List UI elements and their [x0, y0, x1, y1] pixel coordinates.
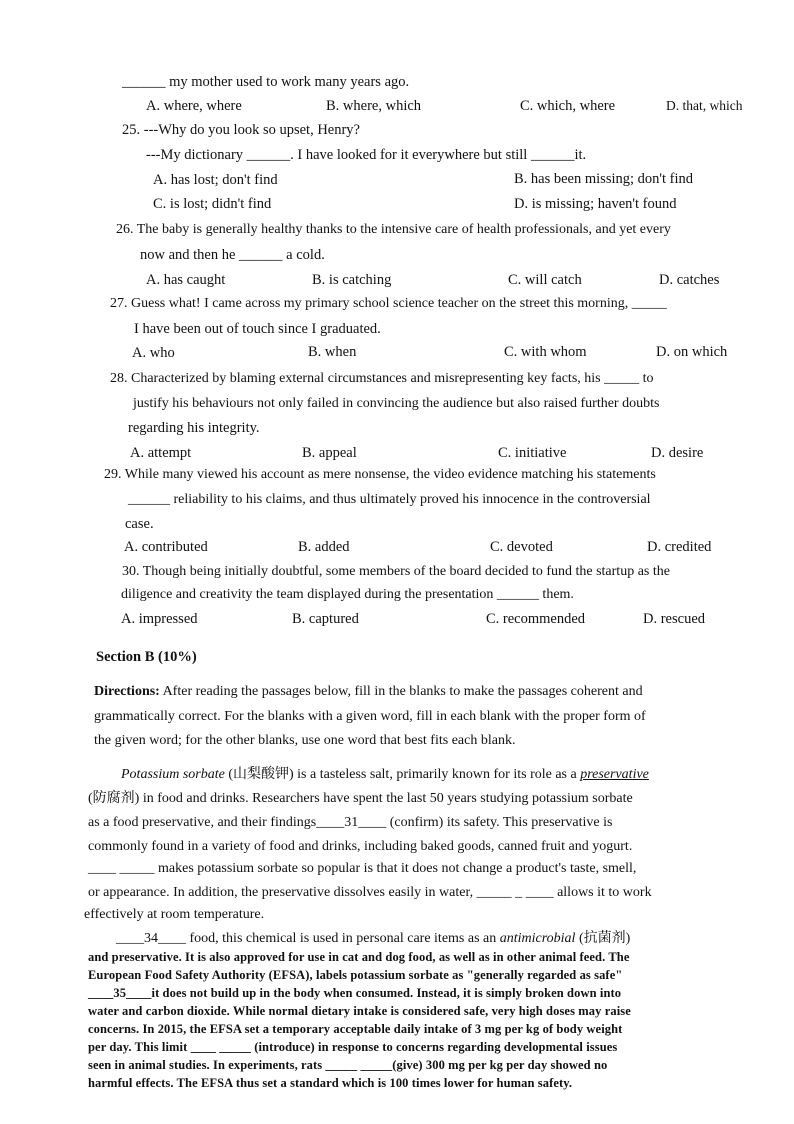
q26-line1: 26. The baby is generally healthy thanks to the intensive care of health professionals, and yet every: [116, 222, 671, 237]
q27-option-a: A. who: [132, 345, 175, 361]
passage-p2-line4: ____35____it does not build up in the body when consumed. Instead, it is simply broken down into: [88, 986, 622, 1000]
q27-line2: I have been out of touch since I graduated.: [134, 321, 381, 337]
q26-option-b: B. is catching: [312, 272, 392, 288]
passage-p2-line2: and preservative. It is also approved for use in cat and dog food, as well as in other animal feed. The: [88, 950, 630, 964]
passage-p2-line8: seen in animal studies. In experiments, rats _____ _____(give) 300 mg per kg per day showed no: [88, 1058, 608, 1072]
q30-line1: 30. Though being initially doubtful, some members of the board decided to fund the startup as the: [122, 564, 670, 579]
passage-p1-line4: commonly found in a variety of food and drinks, including baked goods, canned fruit and yogurt.: [88, 839, 633, 854]
passage-p2-line1-b: (抗菌剂): [575, 931, 631, 946]
q25-option-c: C. is lost; didn't find: [153, 196, 272, 212]
q29-option-d: D. credited: [647, 539, 712, 555]
q30-option-d: D. rescued: [643, 611, 706, 627]
passage-p1-line3: as a food preservative, and their findings____31____ (confirm) its safety. This preservative is: [88, 815, 613, 830]
q30-option-a: A. impressed: [121, 611, 198, 627]
passage-p1-line1-text: (山梨酸钾) is a tasteless salt, primarily known for its role as a: [224, 767, 581, 782]
directions-line3: the given word; for the other blanks, use one word that best fits each blank.: [94, 733, 516, 748]
q24-option-d: D. that, which: [666, 98, 743, 113]
q28-option-a: A. attempt: [130, 445, 192, 461]
q24-option-a: A. where, where: [146, 98, 242, 114]
directions-text: After reading the passages below, fill in the blanks to make the passages coherent and: [159, 684, 643, 699]
term-preservative: preservative: [580, 767, 649, 782]
q24-stem: ______ my mother used to work many years ago.: [122, 74, 410, 90]
passage-p2-line7: per day. This limit ____ _____ (introduce) in response to concerns regarding developmental issues: [88, 1040, 618, 1054]
passage-p2-line5: water and carbon dioxide. While normal dietary intake is considered safe, very high doses may raise: [88, 1004, 631, 1018]
q29-option-a: A. contributed: [124, 539, 208, 555]
passage-p2-line1: [116, 930, 630, 948]
q28-line3: regarding his integrity.: [128, 420, 260, 436]
passage-p2-line6: concerns. In 2015, the EFSA set a temporary acceptable daily intake of 3 mg per kg of body weight: [88, 1022, 623, 1036]
q25-option-a: A. has lost; don't find: [153, 172, 278, 188]
q25-option-d: D. is missing; haven't found: [514, 196, 677, 212]
q30-option-b: B. captured: [292, 611, 359, 627]
q27-option-c: C. with whom: [504, 344, 587, 360]
q26-option-a: A. has caught: [146, 272, 226, 288]
q30-line2: diligence and creativity the team displayed during the presentation ______ them.: [121, 587, 574, 602]
passage-p1-line1: [121, 766, 649, 784]
q27-option-b: B. when: [308, 344, 357, 360]
directions-line1: [94, 683, 643, 701]
q28-line1: 28. Characterized by blaming external circumstances and misrepresenting key facts, his _____ to: [110, 371, 654, 386]
q28-line2: justify his behaviours not only failed in convincing the audience but also raised further doubts: [133, 396, 660, 411]
q24-option-c: C. which, where: [520, 98, 616, 114]
q25-line1: 25. ---Why do you look so upset, Henry?: [122, 122, 360, 138]
q27-line1: 27. Guess what! I came across my primary school science teacher on the street this morning, _____: [110, 296, 667, 311]
q26-line2: now and then he ______ a cold.: [140, 247, 325, 263]
q26-option-d: D. catches: [659, 272, 720, 288]
passage-p1-line6: or appearance. In addition, the preservative dissolves easily in water, _____ _ ____ allows it to work: [88, 885, 652, 900]
q25-option-b: B. has been missing; don't find: [514, 171, 694, 187]
passage-p1-line7: effectively at room temperature.: [84, 907, 265, 922]
q29-line1: 29. While many viewed his account as mere nonsense, the video evidence matching his statements: [104, 467, 656, 482]
passage-p1-line2: (防腐剂) in food and drinks. Researchers have spent the last 50 years studying potassium sorbate: [88, 791, 633, 806]
q29-line3: case.: [125, 516, 154, 532]
passage-p2-line3: European Food Safety Authority (EFSA), labels potassium sorbate as "generally regarded as safe": [88, 968, 623, 982]
directions-line2: grammatically correct. For the blanks with a given word, fill in each blank with the proper form of: [94, 709, 646, 724]
q28-option-c: C. initiative: [498, 445, 567, 461]
q24-option-b: B. where, which: [326, 98, 422, 114]
term-potassium-sorbate: Potassium sorbate: [121, 767, 225, 782]
q28-option-b: B. appeal: [302, 445, 357, 461]
q29-line2: ______ reliability to his claims, and thus ultimately proved his innocence in the controversial: [128, 492, 651, 507]
q29-option-b: B. added: [298, 539, 350, 555]
passage-p2-line1-a: ____34____ food, this chemical is used in personal care items as an: [116, 931, 500, 946]
q29-option-c: C. devoted: [490, 539, 553, 555]
directions-label: Directions:: [94, 684, 160, 699]
term-antimicrobial: antimicrobial: [499, 931, 576, 946]
q28-option-d: D. desire: [651, 445, 704, 461]
section-b-heading: Section B (10%): [96, 649, 197, 665]
passage-p1-line5: ____ _____ makes potassium sorbate so popular is that it does not change a product's taste, smell,: [88, 861, 637, 876]
q26-option-c: C. will catch: [508, 272, 582, 288]
q30-option-c: C. recommended: [486, 611, 586, 627]
passage-p2-line9: harmful effects. The EFSA thus set a standard which is 100 times lower for human safety.: [88, 1076, 573, 1090]
q27-option-d: D. on which: [656, 344, 728, 360]
q25-line2: ---My dictionary ______. I have looked for it everywhere but still ______it.: [146, 147, 587, 163]
